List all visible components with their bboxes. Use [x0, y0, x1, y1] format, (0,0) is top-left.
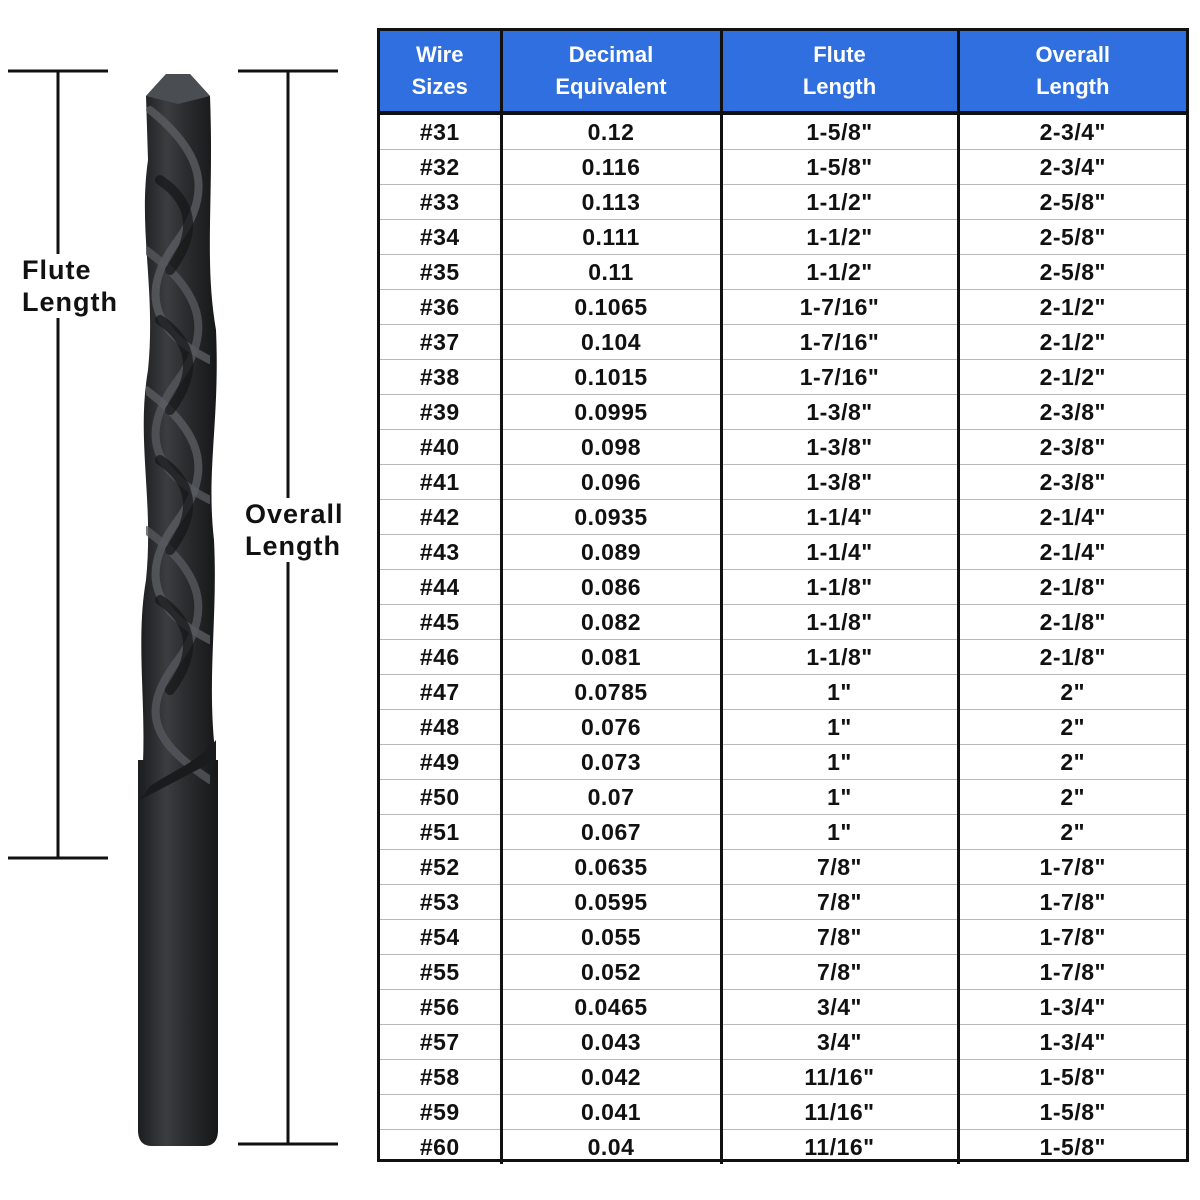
header-line: Flute	[813, 42, 866, 67]
header-line: Length	[802, 74, 877, 99]
table-row	[380, 325, 1186, 360]
decimal-equivalent-cell: 0.111	[501, 220, 721, 255]
overall-length-cell: 1-5/8"	[958, 1060, 1186, 1095]
flute-length-cell: 1"	[721, 815, 958, 850]
table-row	[380, 1025, 1186, 1060]
overall-length-label-line2: Length	[245, 531, 341, 561]
wire-size-cell: #54	[380, 920, 501, 955]
wire-size-cell: #36	[380, 290, 501, 325]
decimal-equivalent-cell: 0.11	[501, 255, 721, 290]
flute-length-label-line1: Flute	[22, 255, 92, 285]
decimal-equivalent-cell: 0.052	[501, 955, 721, 990]
flute-length-cell: 3/4"	[721, 990, 958, 1025]
flute-length-cell: 11/16"	[721, 1095, 958, 1130]
table-row	[380, 465, 1186, 500]
overall-length-cell: 1-3/4"	[958, 1025, 1186, 1060]
overall-length-cell: 2"	[958, 675, 1186, 710]
flute-length-cell: 1"	[721, 675, 958, 710]
wire-size-cell: #58	[380, 1060, 501, 1095]
table-row	[380, 570, 1186, 605]
flute-length-cell: 1-1/8"	[721, 570, 958, 605]
overall-length-cell: 1-3/4"	[958, 990, 1186, 1025]
flute-length-cell: 1-5/8"	[721, 150, 958, 185]
decimal-equivalent-cell: 0.116	[501, 150, 721, 185]
overall-length-cell: 2"	[958, 710, 1186, 745]
overall-length-cell: 2-5/8"	[958, 220, 1186, 255]
table-body	[380, 113, 1186, 1164]
wire-size-cell: #43	[380, 535, 501, 570]
wire-size-cell: #38	[380, 360, 501, 395]
decimal-equivalent-cell: 0.076	[501, 710, 721, 745]
decimal-equivalent-cell: 0.082	[501, 605, 721, 640]
wire-size-cell: #41	[380, 465, 501, 500]
decimal-equivalent-cell: 0.086	[501, 570, 721, 605]
overall-length-cell: 1-5/8"	[1039, 1133, 1106, 1160]
wire-size-cell: #53	[380, 885, 501, 920]
wire-size-cell: #32	[380, 150, 501, 185]
overall-length-cell: 2-3/8"	[958, 395, 1186, 430]
flute-length-cell: 1-3/8"	[721, 430, 958, 465]
flute-length-cell: 11/16"	[721, 1060, 958, 1095]
twist-drill-bit-icon	[138, 74, 218, 1146]
wire-size-cell: #55	[380, 955, 501, 990]
decimal-equivalent-cell: 0.043	[501, 1025, 721, 1060]
table-row	[380, 745, 1186, 780]
flute-length-cell: 1-1/2"	[721, 255, 958, 290]
decimal-equivalent-cell: 0.07	[501, 780, 721, 815]
overall-length-cell: 2-3/8"	[958, 465, 1186, 500]
decimal-equivalent-cell: 0.073	[501, 745, 721, 780]
table-row	[380, 710, 1186, 745]
overall-length-cell: 1-7/8"	[958, 885, 1186, 920]
flute-length-label-line2: Length	[22, 287, 118, 317]
table-row	[380, 430, 1186, 465]
flute-length-cell: 7/8"	[721, 920, 958, 955]
decimal-equivalent-cell: 0.04	[501, 1130, 721, 1165]
wire-size-cell: #50	[380, 780, 501, 815]
flute-length-cell: 1"	[721, 710, 958, 745]
table-row	[380, 1095, 1186, 1130]
wire-size-cell: #39	[380, 395, 501, 430]
drill-size-table	[377, 28, 1189, 1162]
flute-length-cell: 7/8"	[721, 955, 958, 990]
wire-size-cell: #46	[380, 640, 501, 675]
flute-length-cell: 1-3/8"	[721, 465, 958, 500]
flute-length-cell: 1"	[721, 780, 958, 815]
header-flute-length	[721, 31, 958, 113]
decimal-equivalent-cell: 0.055	[501, 920, 721, 955]
header-line: Overall	[1035, 42, 1111, 67]
table-row	[380, 255, 1186, 290]
header-overall-length	[958, 31, 1186, 113]
decimal-equivalent-cell: 0.113	[501, 185, 721, 220]
decimal-equivalent-cell: 0.0995	[501, 395, 721, 430]
overall-length-cell: 2-1/4"	[958, 500, 1186, 535]
table-row	[380, 955, 1186, 990]
flute-length-cell: 1-1/2"	[721, 220, 958, 255]
table-row	[380, 675, 1186, 710]
decimal-equivalent-cell: 0.104	[501, 325, 721, 360]
decimal-equivalent-cell: 0.096	[501, 465, 721, 500]
flute-length-cell: 1-7/16"	[721, 360, 958, 395]
table-row	[380, 1130, 1186, 1165]
wire-size-cell: #49	[380, 745, 501, 780]
decimal-equivalent-cell: 0.1015	[501, 360, 721, 395]
flute-length-cell: 1"	[721, 745, 958, 780]
overall-length-cell: 2-1/2"	[958, 290, 1186, 325]
flute-length-dimension	[8, 71, 108, 858]
wire-size-cell: #35	[380, 255, 501, 290]
decimal-equivalent-cell: 0.12	[501, 113, 721, 150]
table-row	[380, 360, 1186, 395]
header-line: Sizes	[411, 74, 468, 99]
wire-size-cell: #42	[380, 500, 501, 535]
size-chart-table	[380, 31, 1186, 1164]
wire-size-cell: #57	[380, 1025, 501, 1060]
table-row	[380, 290, 1186, 325]
decimal-equivalent-cell: 0.0935	[501, 500, 721, 535]
table-row	[380, 850, 1186, 885]
table-row	[380, 885, 1186, 920]
flute-length-cell: 1-5/8"	[721, 113, 958, 150]
overall-length-label-line1: Overall	[245, 499, 344, 529]
wire-size-cell: #37	[380, 325, 501, 360]
wire-size-cell: #40	[380, 430, 501, 465]
table-row	[380, 150, 1186, 185]
table-row	[380, 113, 1186, 150]
decimal-equivalent-cell: 0.041	[501, 1095, 721, 1130]
overall-length-label	[245, 498, 344, 562]
table-row	[380, 535, 1186, 570]
overall-length-cell: 1-7/8"	[958, 920, 1186, 955]
wire-size-cell: #34	[380, 220, 501, 255]
flute-length-cell: 1-1/4"	[721, 535, 958, 570]
table-row	[380, 640, 1186, 675]
overall-length-cell: 2-1/8"	[958, 605, 1186, 640]
header-line: Equivalent	[555, 74, 667, 99]
overall-length-cell: 2-1/4"	[958, 535, 1186, 570]
drill-diagram	[0, 0, 370, 1200]
wire-size-cell: #33	[380, 185, 501, 220]
table-header-row	[380, 31, 1186, 113]
flute-length-cell: 1-1/8"	[721, 640, 958, 675]
decimal-equivalent-cell: 0.067	[501, 815, 721, 850]
decimal-equivalent-cell: 0.098	[501, 430, 721, 465]
table-row	[380, 920, 1186, 955]
header-line: Decimal	[568, 42, 654, 67]
overall-length-cell: 2-1/2"	[958, 325, 1186, 360]
decimal-equivalent-cell: 0.1065	[501, 290, 721, 325]
wire-size-cell: #44	[380, 570, 501, 605]
header-line: Length	[1036, 74, 1110, 99]
overall-length-cell: 2-5/8"	[958, 255, 1186, 290]
table-row	[380, 605, 1186, 640]
overall-length-cell: 2-3/8"	[958, 430, 1186, 465]
wire-size-cell: #52	[380, 850, 501, 885]
overall-length-cell: 1-7/8"	[958, 850, 1186, 885]
wire-size-cell: #48	[380, 710, 501, 745]
table-row	[380, 1060, 1186, 1095]
overall-length-cell: 2-3/4"	[958, 113, 1186, 150]
table-row	[380, 220, 1186, 255]
wire-size-cell: #47	[380, 675, 501, 710]
flute-length-cell: 7/8"	[721, 885, 958, 920]
flute-length-cell: 1-1/8"	[721, 605, 958, 640]
overall-length-cell: 2-1/8"	[958, 570, 1186, 605]
wire-size-cell: #59	[380, 1095, 501, 1130]
wire-size-cell: #51	[380, 815, 501, 850]
table-row	[380, 990, 1186, 1025]
overall-length-cell: 2"	[958, 780, 1186, 815]
flute-length-cell: 7/8"	[721, 850, 958, 885]
decimal-equivalent-cell: 0.042	[501, 1060, 721, 1095]
overall-length-cell: 2-3/4"	[958, 150, 1186, 185]
overall-length-cell: 2-5/8"	[958, 185, 1186, 220]
overall-length-dimension	[238, 71, 338, 1144]
flute-length-cell: 1-7/16"	[721, 325, 958, 360]
flute-length-label	[22, 254, 118, 318]
wire-size-cell: #56	[380, 990, 501, 1025]
flute-length-cell: 1-7/16"	[721, 290, 958, 325]
flute-length-cell: 11/16"	[721, 1130, 958, 1165]
wire-size-cell: #31	[380, 113, 501, 150]
decimal-equivalent-cell: 0.081	[501, 640, 721, 675]
drill-diagram-graphic	[0, 0, 370, 1200]
decimal-equivalent-cell: 0.0635	[501, 850, 721, 885]
decimal-equivalent-cell: 0.0785	[501, 675, 721, 710]
header-line: Wire	[416, 42, 464, 67]
wire-size-cell: #60	[380, 1130, 501, 1165]
table-row	[380, 395, 1186, 430]
decimal-equivalent-cell: 0.0465	[501, 990, 721, 1025]
flute-length-cell: 1-1/4"	[721, 500, 958, 535]
flute-length-cell: 1-1/2"	[721, 185, 958, 220]
table-row	[380, 815, 1186, 850]
table-row	[380, 780, 1186, 815]
overall-length-cell: 2-1/2"	[958, 360, 1186, 395]
wire-size-cell: #45	[380, 605, 501, 640]
decimal-equivalent-cell: 0.0595	[501, 885, 721, 920]
decimal-equivalent-cell: 0.089	[501, 535, 721, 570]
overall-length-cell: 2"	[958, 745, 1186, 780]
header-decimal-equivalent	[501, 31, 721, 113]
table-row	[380, 500, 1186, 535]
flute-length-cell: 3/4"	[721, 1025, 958, 1060]
overall-length-cell: 2-1/8"	[958, 640, 1186, 675]
flute-length-cell: 1-3/8"	[721, 395, 958, 430]
overall-length-cell: 2"	[958, 815, 1186, 850]
overall-length-cell: 1-7/8"	[958, 955, 1186, 990]
header-wire-sizes	[380, 31, 501, 113]
overall-length-cell: 1-5/8"	[958, 1095, 1186, 1130]
table-row	[380, 185, 1186, 220]
